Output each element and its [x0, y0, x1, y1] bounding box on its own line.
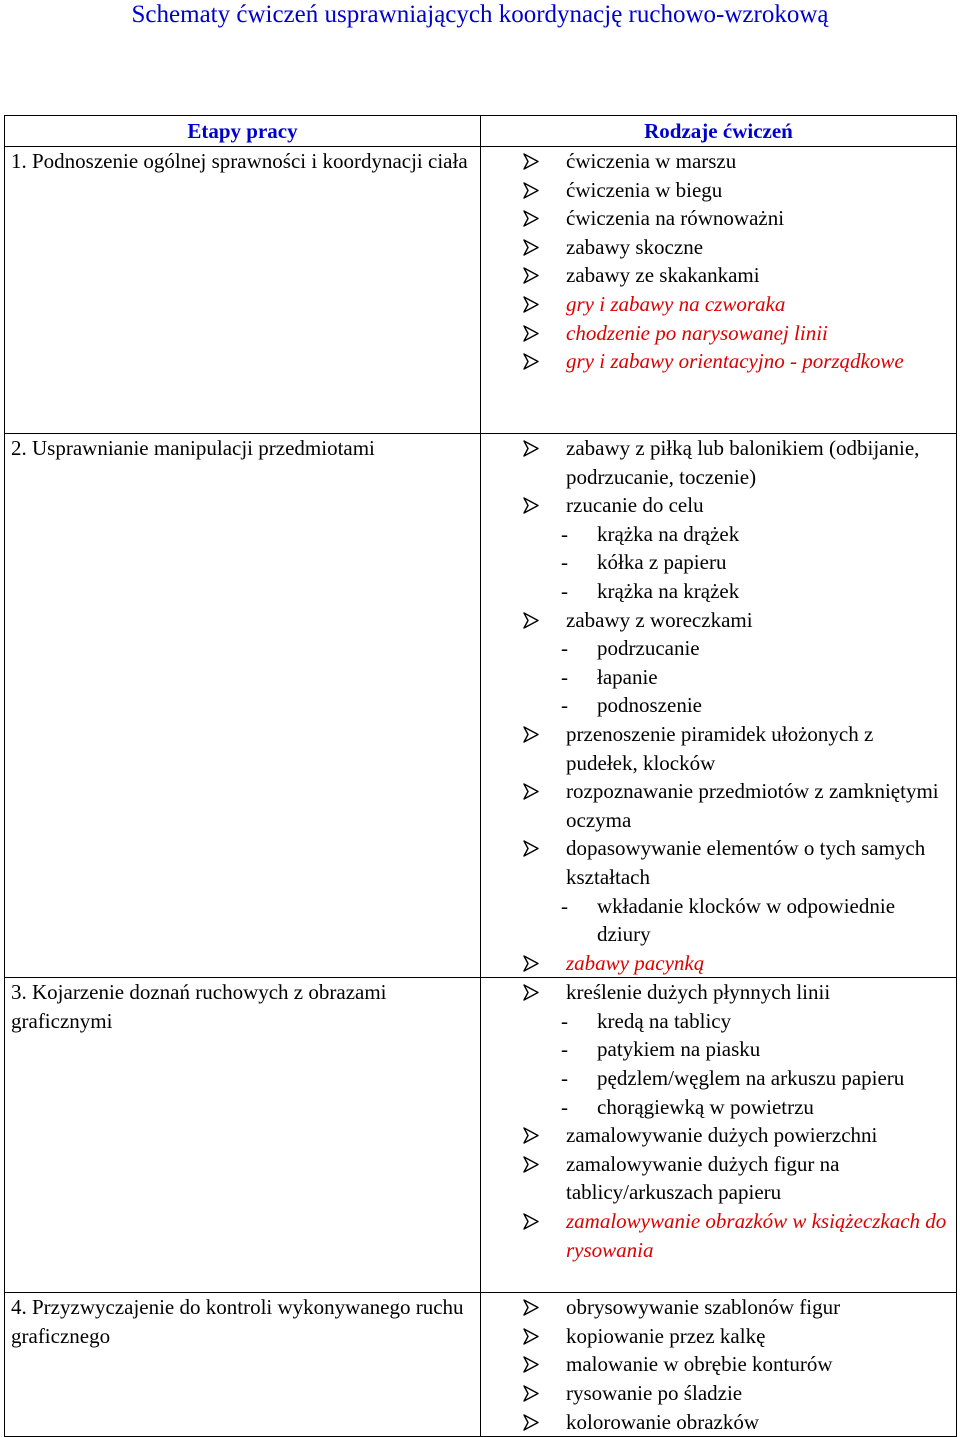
list-item-text: zabawy z woreczkami: [566, 607, 753, 632]
arrow-bullet-icon: [481, 290, 533, 319]
arrow-bullet-icon: [481, 720, 533, 777]
sub-list-item-text: pędzlem/węglem na arkuszu papieru: [597, 1066, 905, 1091]
dash-bullet: -: [561, 550, 568, 575]
list-item-text: zamalowywanie dużych powierzchni: [566, 1123, 878, 1148]
arrow-bullet-icon: [481, 319, 533, 348]
sub-list-item-text: łapanie: [597, 664, 658, 689]
arrow-bullet-icon: [481, 1207, 533, 1264]
arrow-bullet-icon: [481, 834, 533, 891]
list-item: [481, 1379, 956, 1408]
table-row-4: [5, 1293, 957, 1437]
arrow-bullet-icon: [481, 1150, 533, 1207]
list-item: [481, 176, 956, 205]
list-item: [481, 434, 956, 491]
list-item-text: ćwiczenia w biegu: [566, 177, 723, 202]
sub-list-item: [481, 520, 956, 549]
list-item: [481, 491, 956, 520]
arrow-bullet-icon: [481, 176, 533, 205]
list-item: [481, 347, 956, 376]
list-item-text: rzucanie do celu: [566, 493, 704, 518]
list-item-text: rysowanie po śladzie: [566, 1381, 743, 1406]
dash-bullet: -: [561, 578, 568, 603]
sub-list-item: [481, 1093, 956, 1122]
list-item-text: zabawy z piłką lub balonikiem (odbijanie, podrzucanie, toczenie): [566, 436, 920, 489]
sub-list-item-text: podrzucanie: [597, 636, 700, 661]
list-item-text: zamalowywanie dużych figur na tablicy/arkuszach papieru: [566, 1151, 840, 1205]
list-item: [481, 1322, 956, 1351]
dash-bullet: -: [561, 521, 568, 546]
sub-list-item: [481, 1064, 956, 1093]
list-item-text: gry i zabawy na czworaka: [566, 291, 786, 316]
arrow-bullet-icon: [481, 233, 533, 262]
sub-list-item: [481, 663, 956, 692]
exercise-table: [4, 115, 957, 1437]
arrow-bullet-icon: [481, 347, 533, 376]
table-row-1: [5, 147, 957, 434]
dash-bullet: -: [561, 1094, 568, 1119]
table-row-3: [5, 978, 957, 1293]
list-item: [481, 1121, 956, 1150]
header-exercises: Rodzaje ćwiczeń: [481, 116, 957, 147]
sub-list-item-text: kółka z papieru: [597, 550, 727, 575]
exercise-cell-3: [481, 978, 957, 1293]
sub-list-item: [481, 634, 956, 663]
stage-cell-4: 4. Przyzwyczajenie do kontroli wykonywanego ruchu graficznego: [5, 1293, 481, 1437]
list-item: [481, 606, 956, 635]
arrow-bullet-icon: [481, 491, 533, 520]
list-item-text: przenoszenie piramidek ułożonych z pudełek, klocków: [566, 721, 874, 775]
list-item: [481, 949, 956, 978]
list-item-text: kopiowanie przez kalkę: [566, 1323, 766, 1348]
list-item: [481, 1293, 956, 1322]
list-item: [481, 261, 956, 290]
list-item: [481, 233, 956, 262]
stage-cell-1: 1. Podnoszenie ogólnej sprawności i koordynacji ciała: [5, 147, 481, 434]
arrow-bullet-icon: [481, 1293, 533, 1322]
exercise-cell-1: [481, 147, 957, 434]
list-item-text: zabawy ze skakankami: [566, 263, 760, 288]
sub-list-item-text: kredą na tablicy: [597, 1008, 732, 1033]
sub-list-item-text: patykiem na piasku: [597, 1037, 761, 1062]
list-item: [481, 204, 956, 233]
list-item: [481, 1350, 956, 1379]
dash-bullet: -: [561, 1008, 568, 1033]
sub-list-item-text: wkładanie klocków w odpowiednie dziury: [597, 893, 896, 947]
dash-bullet: -: [561, 1037, 568, 1062]
list-item-text: zamalowywanie obrazków w książeczkach do rysowania: [566, 1209, 947, 1262]
list-item: [481, 834, 956, 891]
sub-list-item: [481, 892, 956, 949]
list-item-text: ćwiczenia na równoważni: [566, 206, 785, 231]
list-item-text: rozpoznawanie przedmiotów z zamkniętymi oczyma: [566, 779, 939, 832]
arrow-bullet-icon: [481, 777, 533, 834]
header-stages: Etapy pracy: [5, 116, 481, 147]
exercise-cell-2: [481, 434, 957, 978]
page-title: Schematy ćwiczeń usprawniających koordynację ruchowo-wzrokową: [131, 1, 829, 28]
arrow-bullet-icon: [481, 606, 533, 635]
list-item-text: zabawy skoczne: [566, 234, 704, 259]
sub-list-item: [481, 1007, 956, 1036]
list-item-text: zabawy pacynką: [566, 950, 705, 975]
arrow-bullet-icon: [481, 949, 533, 978]
list-item: [481, 1150, 956, 1207]
list-item: [481, 1408, 956, 1437]
dash-bullet: -: [561, 693, 568, 718]
list-item-text: kolorowanie obrazków: [566, 1409, 760, 1434]
list-item: [481, 290, 956, 319]
arrow-bullet-icon: [481, 1350, 533, 1379]
arrow-bullet-icon: [481, 204, 533, 233]
list-item-text: chodzenie po narysowanej linii: [566, 320, 828, 345]
list-item-text: gry i zabawy orientacyjno - porządkowe: [566, 349, 904, 374]
arrow-bullet-icon: [481, 147, 533, 176]
arrow-bullet-icon: [481, 978, 533, 1007]
list-item-text: obrysowywanie szablonów figur: [566, 1295, 841, 1320]
dash-bullet: -: [561, 1066, 568, 1091]
list-item-text: kreślenie dużych płynnych linii: [566, 980, 831, 1005]
arrow-bullet-icon: [481, 434, 533, 491]
sub-list-item-text: podnoszenie: [597, 693, 702, 718]
sub-list-item: [481, 1035, 956, 1064]
arrow-bullet-icon: [481, 1408, 533, 1437]
arrow-bullet-icon: [481, 1322, 533, 1351]
list-item: [481, 147, 956, 176]
sub-list-item: [481, 691, 956, 720]
exercise-cell-4: [481, 1293, 957, 1437]
arrow-bullet-icon: [481, 261, 533, 290]
list-item-text: ćwiczenia w marszu: [566, 149, 737, 173]
sub-list-item-text: krążka na drążek: [597, 521, 740, 546]
list-item: [481, 1207, 956, 1264]
dash-bullet: -: [561, 636, 568, 661]
sub-list-item-text: chorągiewką w powietrzu: [597, 1094, 814, 1119]
sub-list-item: [481, 577, 956, 606]
sub-list-item-text: krążka na krążek: [597, 578, 740, 603]
table-header-row: [5, 116, 957, 147]
sub-list-item: [481, 548, 956, 577]
list-item-text: dopasowywanie elementów o tych samych kształtach: [566, 836, 926, 889]
list-item-text: malowanie w obrębie konturów: [566, 1352, 833, 1377]
arrow-bullet-icon: [481, 1379, 533, 1408]
list-item: [481, 777, 956, 834]
stage-cell-2: 2. Usprawnianie manipulacji przedmiotami: [5, 434, 481, 978]
list-item: [481, 319, 956, 348]
arrow-bullet-icon: [481, 1121, 533, 1150]
list-item: [481, 720, 956, 777]
stage-cell-3: 3. Kojarzenie doznań ruchowych z obrazami graficznymi: [5, 978, 481, 1293]
dash-bullet: -: [561, 893, 568, 918]
dash-bullet: -: [561, 664, 568, 689]
table-row-2: [5, 434, 957, 978]
list-item: [481, 978, 956, 1007]
